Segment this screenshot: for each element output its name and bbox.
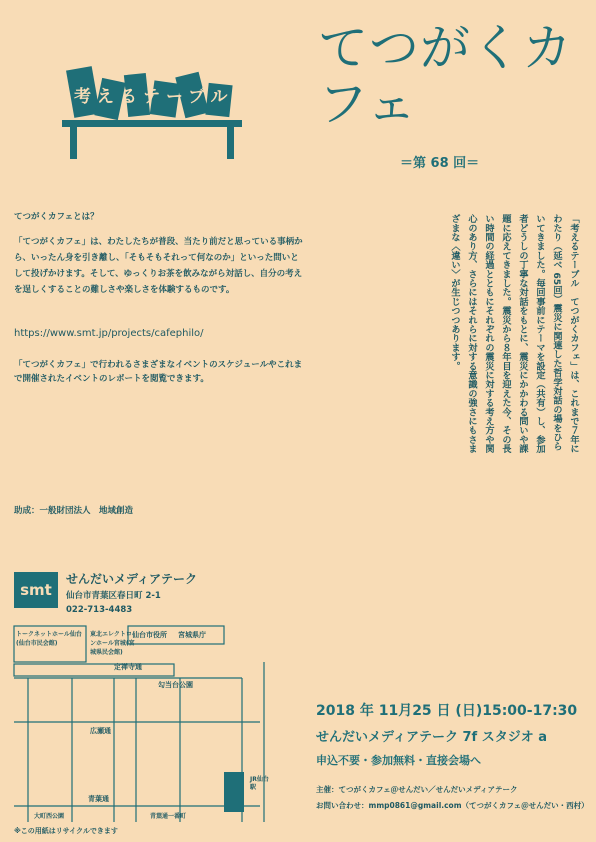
venue-address: 仙台市青葉区春日町 2-1	[66, 591, 161, 601]
event-contact: お問い合わせ：mmp0861@gmail.com（てつがくカフェ＠せんだい・西村）	[316, 801, 589, 810]
smt-logo-text: smt	[20, 581, 52, 599]
map-label-aoba: 青葉通	[88, 795, 109, 803]
map-label-city-hall: 仙台市役所	[132, 631, 167, 639]
event-organizer: 主催：てつがくカフェ＠せんだい／せんだいメディアテーク	[316, 785, 518, 794]
map-label-kenmin: 東北エレクトロンホール宮城(宮城県民会館)	[90, 631, 135, 656]
map-label-pref-office: 宮城県庁	[178, 631, 206, 639]
intro-body: 「てつがくカフェ」は、わたしたちが普段、当たり前だと思っている事柄から、いったん身を引き離し、「そもそもそれって何なのか」といった問いとして投げかけます。そして、ゆっくりお茶を飲みながら対話し、自分の考えを逞しくすることの難しさや楽しさを体験するものです。	[14, 237, 303, 295]
logo-title-text: てつがくカフェ	[318, 19, 573, 133]
intro-heading: てつがくカフェとは？	[14, 212, 99, 222]
map-label-hirose: 広瀬通	[90, 727, 111, 735]
table-illustration	[62, 60, 252, 170]
map-label-kotodai: 勾当台公園	[158, 681, 193, 689]
event-place: せんだいメディアテーク 7f スタジオ a	[316, 730, 548, 745]
map-label-sendai-station: JR仙台駅	[250, 776, 269, 791]
body-vertical-right: 「考えるテーブル てつがくカフェ」は、これまで７年にわたり（延べ 65回）震災に関連した哲学対話の場をひらいてきました。毎回事前にテーマを設定（共有）し、参加者どうしの丁寧な対話をもとに、震災にかかわる問いや課題に応えてきました。震災から８年目を迎えた今、その長い時間の経過とともにそれぞれの震災に対する考え方や関心のあり方、さらにはそれらに対する意識の強さにもさまざまな〈違い〉が生じつつあります。	[449, 214, 579, 454]
table-label: 考えるテーブル	[74, 87, 234, 107]
venue-name: せんだいメディアテーク	[66, 572, 198, 586]
session-number: ＝第 68 回＝	[400, 156, 480, 171]
smt-logo	[14, 572, 58, 608]
support-text: 助成：一般財団法人 地域創造	[14, 506, 134, 516]
map-label-civic-hall: トークネットホール仙台(仙台市民会館)	[16, 631, 82, 647]
intro-note: 「てつがくカフェ」で行われるさまざまなイベントのスケジュールやこれまで開催されたイベントのレポートを閲覧できます。	[14, 360, 303, 384]
project-link[interactable]: https://www.smt.jp/projects/cafephilo/	[14, 328, 204, 339]
map-label-jozenji: 定禅寺通	[114, 663, 142, 671]
event-access: 申込不要・参加無料・直接会場へ	[316, 754, 481, 767]
map-label-omachi: 大町西公園	[34, 813, 65, 820]
event-datetime: 2018 年 11月25 日 (日)15:00-17:30	[316, 703, 578, 719]
logo-title	[318, 20, 580, 140]
access-map	[10, 622, 290, 832]
venue-phone: 022-713-4483	[66, 605, 133, 615]
map-label-aoba-ichibancho: 青葉通一番町	[150, 813, 187, 820]
recycle-note: ※この用紙はリサイクルできます	[14, 827, 118, 835]
